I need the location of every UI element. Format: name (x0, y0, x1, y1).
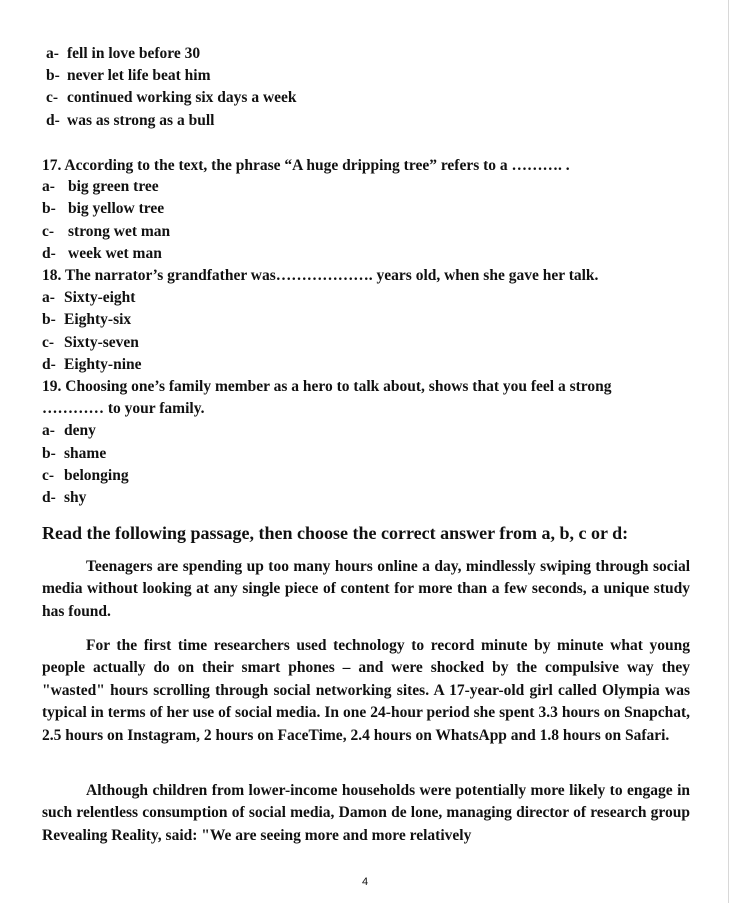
q18-stem: 18. The narrator’s grandfather was………………. years old, when she gave her talk. (42, 267, 599, 284)
passage-paragraph-2: For the first time researchers used technology to record minute by minute what young people actually do on their smart phones – and were shocked by the compulsive way they "wasted" hours scrolling through social networking sites. A 17-year-old girl called Olympia was typical in terms of her use of social media. In one 24-hour period she spent 3.3 hours on Snapchat, 2.5 hours on Instagram, 2 hours on FaceTime, 2.4 hours on WhatsApp and 1.8 hours on Safari. (42, 637, 690, 744)
q16-option-a: a- fell in love before 30 (46, 45, 201, 62)
q18-option-a: a- Sixty-eight (42, 289, 136, 306)
page-number: 4 (362, 876, 369, 888)
q18-option-d: d- Eighty-nine (42, 356, 142, 373)
passage-paragraph-3: Although children from lower-income households were potentially more likely to engage in such relentless consumption of social media, Damon de lone, managing director of research group Revealing Reality, said: "We are seeing more and more relatively (42, 782, 690, 844)
q19-stem-line2: ………… to your family. (42, 400, 205, 417)
q17-option-d: d- week wet man (42, 245, 162, 262)
q16-option-c: c- continued working six days a week (46, 89, 297, 106)
q17-stem: 17. According to the text, the phrase “A huge dripping tree” refers to a ………. . (42, 157, 570, 174)
q17-option-a: a- big green tree (42, 178, 159, 195)
q18-option-c: c- Sixty-seven (42, 334, 139, 351)
q18-option-b: b- Eighty-six (42, 311, 132, 328)
q19-stem-line1: 19. Choosing one’s family member as a hero to talk about, shows that you feel a strong (42, 378, 612, 395)
q19-option-c: c- belonging (42, 467, 129, 484)
page-edge (728, 0, 729, 903)
q17-option-c: c- strong wet man (42, 223, 171, 240)
q17-option-b: b- big yellow tree (42, 200, 165, 217)
q19-option-b: b- shame (42, 445, 107, 462)
q16-option-b: b- never let life beat him (46, 67, 211, 84)
section-heading: Read the following passage, then choose the correct answer from a, b, c or d: (42, 523, 629, 543)
passage-paragraph-1: Teenagers are spending up too many hours online a day, mindlessly swiping through social media without looking at any single piece of content for more than a few seconds, a unique study has found. (42, 558, 690, 620)
q16-option-d: d- was as strong as a bull (46, 112, 215, 129)
q19-option-d: d- shy (42, 489, 87, 506)
q19-option-a: a- deny (42, 422, 96, 439)
